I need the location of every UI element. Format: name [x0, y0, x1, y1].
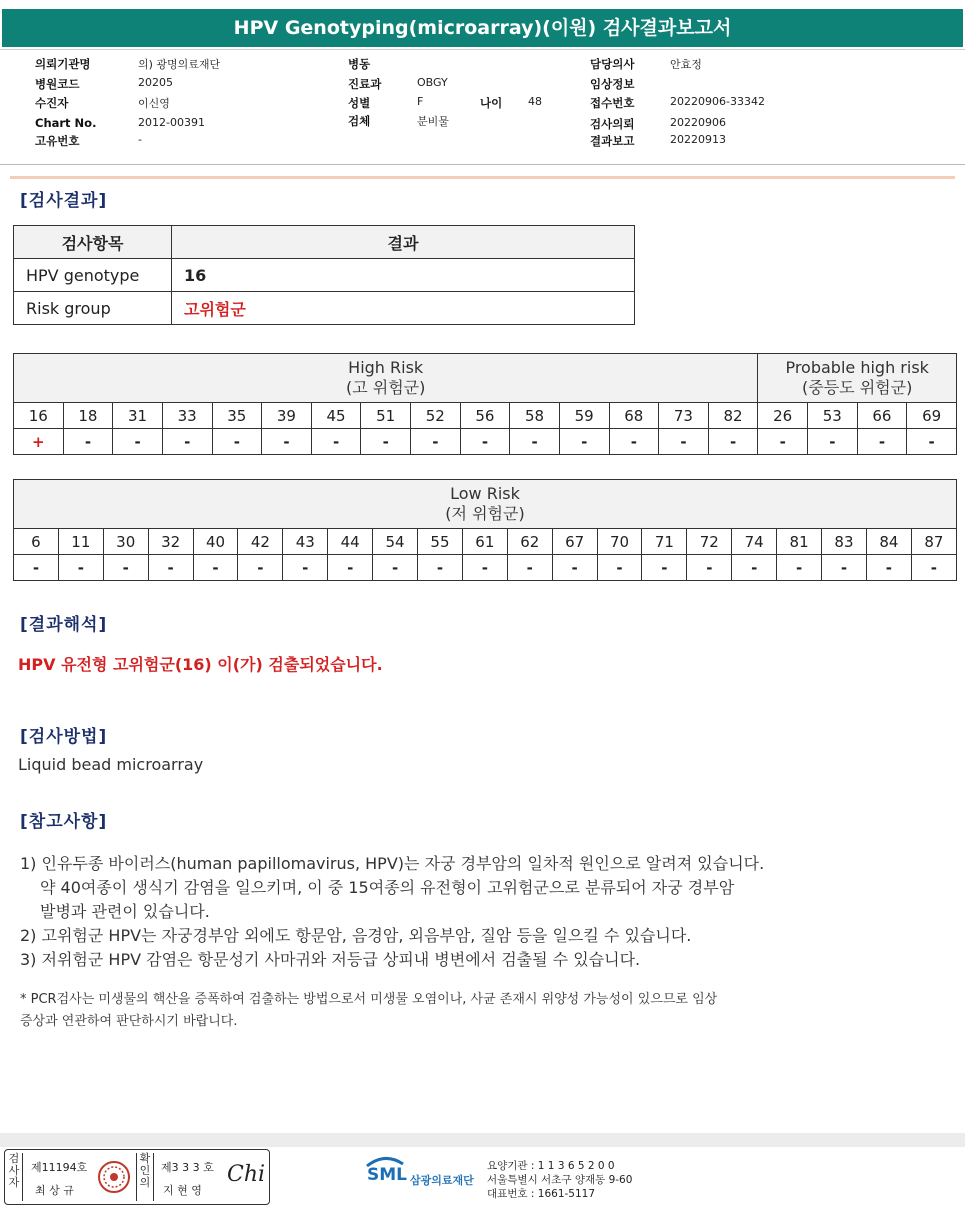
label-chart-no: Chart No. — [35, 116, 97, 130]
col-header-item: 검사항목 — [14, 226, 172, 259]
genotype-type-cell: 87 — [911, 529, 956, 555]
genotype-type-cell: 6 — [14, 529, 59, 555]
footnote-line-2: 증상과 연관하여 판단하시기 바랍니다. — [20, 1014, 238, 1029]
inspector-label: 검사자 — [8, 1153, 23, 1201]
result-table-header — [14, 226, 635, 259]
label-sex: 성별 — [348, 96, 371, 110]
genotype-type-cell: 83 — [822, 529, 867, 555]
genotype-type-cell: 74 — [732, 529, 777, 555]
label-test-request: 검사의뢰 — [590, 117, 635, 131]
row-item-risk-group: Risk group — [14, 292, 172, 325]
genotype-result-cell: - — [238, 555, 283, 581]
genotype-result-cell: - — [866, 555, 911, 581]
genotype-type-cell: 44 — [328, 529, 373, 555]
genotype-type-cell: 67 — [552, 529, 597, 555]
sml-logo — [365, 1156, 405, 1190]
genotype-result-cell: - — [328, 555, 373, 581]
genotype-type-cell: 82 — [708, 403, 758, 429]
genotype-result-cell: - — [510, 429, 560, 455]
low-risk-group-label — [14, 480, 957, 529]
genotype-type-cell: 81 — [777, 529, 822, 555]
organization-name: 삼광의료재단 — [410, 1174, 474, 1187]
genotype-result-cell: - — [732, 555, 777, 581]
genotype-result-cell: - — [460, 429, 510, 455]
genotype-result-cell: - — [758, 429, 808, 455]
inspector-seal-icon — [97, 1160, 131, 1194]
genotype-result-cell: - — [14, 555, 59, 581]
genotype-result-cell: - — [58, 555, 103, 581]
low-risk-results-row — [14, 555, 957, 581]
row-result-genotype: 16 — [172, 259, 635, 292]
genotype-result-cell: - — [373, 555, 418, 581]
genotype-type-cell: 62 — [507, 529, 552, 555]
genotype-result-cell: - — [777, 555, 822, 581]
row-result-risk-group: 고위험군 — [172, 292, 635, 325]
value-department: OBGY — [417, 76, 448, 89]
report-title: HPV Genotyping(microarray)(이원) 검사결과보고서 — [2, 9, 963, 47]
label-specimen: 검체 — [348, 114, 371, 128]
label-result-report: 결과보고 — [590, 134, 635, 148]
genotype-type-cell: 52 — [411, 403, 461, 429]
label-patient: 수진자 — [35, 96, 69, 110]
genotype-result-cell: - — [559, 429, 609, 455]
note-1-line-2: 약 40여종이 생식기 감염을 일으키며, 이 중 15여종의 유전형이 고위험군으로 분류되어 자궁 경부암 — [40, 878, 735, 897]
genotype-result-cell: - — [659, 429, 709, 455]
label-department: 진료과 — [348, 77, 382, 91]
low-risk-group-header — [14, 480, 957, 529]
genotype-type-cell: 43 — [283, 529, 328, 555]
result-table — [13, 225, 635, 325]
genotype-type-cell: 32 — [148, 529, 193, 555]
genotype-result-cell: - — [103, 555, 148, 581]
genotype-result-cell: - — [311, 429, 361, 455]
col-header-result: 결과 — [172, 226, 635, 259]
genotype-type-cell: 69 — [907, 403, 957, 429]
table-row — [14, 259, 635, 292]
note-3: 3) 저위험군 HPV 감염은 항문성기 사마귀와 저등급 상피내 병변에서 검출될 수 있습니다. — [20, 950, 641, 969]
genotype-result-cell: - — [907, 429, 957, 455]
label-physician: 담당의사 — [590, 57, 635, 71]
footnote-line-1: * PCR검사는 미생물의 핵산을 증폭하여 검출하는 방법으로서 미생물 오염이나, 사균 존재시 위양성 가능성이 있으므로 임상 — [20, 992, 718, 1007]
high-risk-sublabel: (고 위험군) — [345, 378, 426, 397]
genotype-result-cell: - — [148, 555, 193, 581]
probable-high-risk-label: Probable high risk — [785, 358, 929, 377]
report-title-bar — [0, 0, 965, 50]
label-ward: 병동 — [348, 57, 371, 71]
label-clinical-info: 임상정보 — [590, 77, 635, 91]
value-sex: F — [417, 95, 424, 108]
genotype-result-cell: - — [212, 429, 262, 455]
genotype-type-cell: 53 — [808, 403, 858, 429]
genotype-type-cell: 54 — [373, 529, 418, 555]
genotype-type-cell: 18 — [63, 403, 113, 429]
genotype-result-cell: - — [462, 555, 507, 581]
genotype-type-cell: 66 — [857, 403, 907, 429]
value-specimen: 분비물 — [417, 115, 449, 128]
genotype-result-cell: - — [609, 429, 659, 455]
high-risk-types-row — [14, 403, 957, 429]
genotype-type-cell: 16 — [14, 403, 64, 429]
genotype-type-cell: 51 — [361, 403, 411, 429]
facility-code: 요양기관 : 1 1 3 6 5 2 0 0 — [487, 1160, 615, 1172]
genotype-type-cell: 72 — [687, 529, 732, 555]
genotype-type-cell: 68 — [609, 403, 659, 429]
genotype-type-cell: 45 — [311, 403, 361, 429]
genotype-result-cell: - — [411, 429, 461, 455]
high-risk-results-row — [14, 429, 957, 455]
high-risk-genotype-table — [13, 353, 957, 455]
genotype-result-cell: - — [113, 429, 163, 455]
genotype-type-cell: 71 — [642, 529, 687, 555]
genotype-result-cell: - — [262, 429, 312, 455]
phone-number: 대표번호 : 1661-5117 — [487, 1188, 596, 1200]
table-row — [14, 292, 635, 325]
label-receipt-no: 접수번호 — [590, 96, 635, 110]
genotype-result-cell: - — [597, 555, 642, 581]
genotype-type-cell: 35 — [212, 403, 262, 429]
genotype-type-cell: 58 — [510, 403, 560, 429]
approver-label: 확인의 — [136, 1153, 154, 1201]
genotype-result-cell: - — [63, 429, 113, 455]
genotype-result-cell: - — [708, 429, 758, 455]
section-title-results: [검사결과] — [20, 191, 108, 211]
inspector-license-no: 제11194호 — [31, 1161, 88, 1174]
value-unique-no: - — [138, 133, 142, 146]
high-risk-group-label — [14, 354, 758, 403]
genotype-type-cell: 61 — [462, 529, 507, 555]
genotype-result-cell: - — [361, 429, 411, 455]
high-risk-group-header — [14, 354, 957, 403]
value-physician: 안효정 — [670, 58, 702, 71]
genotype-type-cell: 59 — [559, 403, 609, 429]
value-result-report: 20220913 — [670, 133, 726, 146]
genotype-type-cell: 55 — [418, 529, 463, 555]
value-patient: 이신영 — [138, 97, 170, 110]
logo-text: SML — [367, 1165, 407, 1185]
probable-high-risk-sublabel: (중등도 위험군) — [802, 378, 913, 397]
interpretation-text: HPV 유전형 고위험군(16) 이(가) 검출되었습니다. — [18, 655, 383, 674]
low-risk-sublabel: (저 위험군) — [445, 504, 525, 523]
label-hospital-code: 병원코드 — [35, 77, 80, 91]
genotype-result-cell: - — [283, 555, 328, 581]
section-title-notes: [참고사항] — [20, 812, 108, 832]
genotype-result-cell: - — [193, 555, 238, 581]
approver-signature: Chi — [227, 1162, 266, 1187]
section-divider — [10, 176, 955, 179]
genotype-result-cell: - — [642, 555, 687, 581]
genotype-type-cell: 42 — [238, 529, 283, 555]
note-1-line-1: 1) 인유두종 바이러스(human papillomavirus, HPV)는 자궁 경부암의 일차적 원인으로 알려져 있습니다. — [20, 854, 765, 873]
inspector-name: 최 상 규 — [35, 1184, 74, 1197]
approver-name: 지 현 영 — [163, 1184, 202, 1197]
genotype-result-cell: - — [552, 555, 597, 581]
low-risk-genotype-table — [13, 479, 957, 581]
signature-box — [4, 1149, 270, 1205]
genotype-type-cell: 73 — [659, 403, 709, 429]
genotype-result-cell: - — [162, 429, 212, 455]
note-1-line-3: 발병과 관련이 있습니다. — [40, 902, 210, 921]
value-requesting-institution: 의) 광명의료재단 — [138, 58, 221, 71]
footer-divider — [0, 1133, 965, 1147]
genotype-type-cell: 26 — [758, 403, 808, 429]
low-risk-label: Low Risk — [450, 484, 520, 503]
genotype-result-cell: + — [14, 429, 64, 455]
genotype-result-cell: - — [808, 429, 858, 455]
value-hospital-code: 20205 — [138, 76, 173, 89]
probable-high-risk-group-label — [758, 354, 957, 403]
address: 서울특별시 서초구 양재동 9-60 — [487, 1174, 633, 1186]
genotype-result-cell: - — [822, 555, 867, 581]
genotype-type-cell: 56 — [460, 403, 510, 429]
label-unique-no: 고유번호 — [35, 134, 80, 148]
high-risk-label: High Risk — [348, 358, 424, 377]
genotype-type-cell: 40 — [193, 529, 238, 555]
section-title-method: [검사방법] — [20, 727, 108, 747]
genotype-result-cell: - — [507, 555, 552, 581]
genotype-type-cell: 33 — [162, 403, 212, 429]
value-age: 48 — [528, 95, 542, 108]
label-age: 나이 — [480, 96, 503, 110]
low-risk-types-row — [14, 529, 957, 555]
value-chart-no: 2012-00391 — [138, 116, 205, 129]
value-receipt-no: 20220906-33342 — [670, 95, 765, 108]
value-test-request: 20220906 — [670, 116, 726, 129]
row-item-genotype: HPV genotype — [14, 259, 172, 292]
genotype-type-cell: 70 — [597, 529, 642, 555]
genotype-type-cell: 84 — [866, 529, 911, 555]
genotype-type-cell: 31 — [113, 403, 163, 429]
genotype-result-cell: - — [857, 429, 907, 455]
genotype-type-cell: 39 — [262, 403, 312, 429]
label-requesting-institution: 의뢰기관명 — [35, 57, 91, 71]
genotype-result-cell: - — [418, 555, 463, 581]
genotype-type-cell: 30 — [103, 529, 148, 555]
note-2: 2) 고위험군 HPV는 자궁경부암 외에도 항문암, 음경암, 외음부암, 질암 등을 일으킬 수 있습니다. — [20, 926, 692, 945]
approver-license-no: 제3 3 3 호 — [161, 1161, 214, 1174]
method-text: Liquid bead microarray — [18, 755, 204, 774]
patient-info-header — [0, 50, 965, 165]
genotype-result-cell: - — [911, 555, 956, 581]
genotype-result-cell: - — [687, 555, 732, 581]
genotype-type-cell: 11 — [58, 529, 103, 555]
section-title-interpretation: [결과해석] — [20, 615, 108, 635]
